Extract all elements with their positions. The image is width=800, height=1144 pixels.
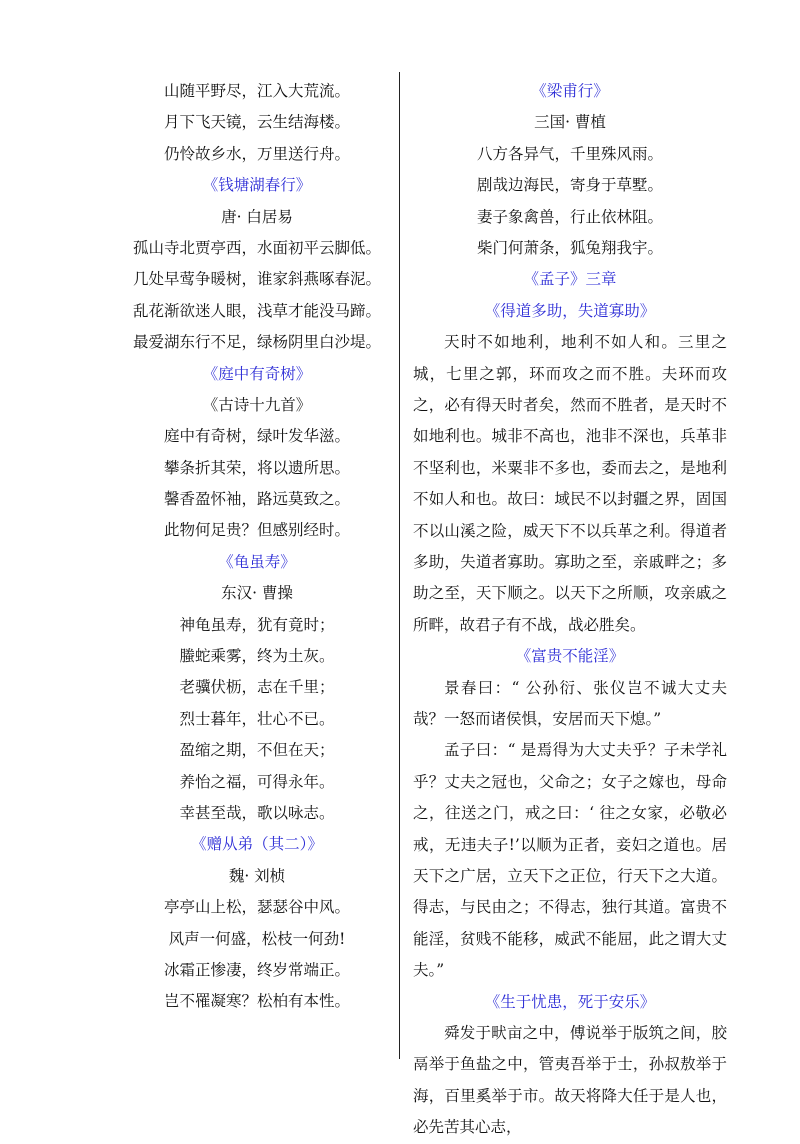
text-line: 此物何足贵？但感别经时。 [163, 521, 350, 540]
text-line: 烈士暮年，壮心不已。 [179, 709, 335, 728]
text-line: 老骥伏枥，志在千里； [179, 678, 335, 697]
text-line: 唐· 白居易 [221, 207, 293, 226]
text-line: 盈缩之期，不但在天； [179, 741, 335, 760]
text-line: 山随平野尽，江入大荒流。 [163, 82, 350, 100]
text-line: 养怡之福，可得永年。 [179, 772, 335, 791]
text-line: 孤山寺北贾亭西，水面初平云脚低。 [132, 238, 381, 257]
text-line: 《古诗十九首》 [202, 395, 312, 414]
section-title: 《庭中有奇树》 [202, 364, 312, 383]
text-line: 幸甚至哉，歌以咏志。 [179, 803, 335, 822]
section-title: 《钱塘湖春行》 [202, 176, 312, 195]
text-line: 剧哉边海民，寄身于草墅。 [476, 176, 663, 195]
text-line: 八方各异气，千里殊风雨。 [476, 144, 663, 163]
text-line: 乱花渐欲迷人眼，浅草才能没马蹄。 [132, 301, 381, 320]
text-line: 月下飞天镜，云生结海楼。 [163, 113, 350, 132]
paragraph: 天时不如地利，地利不如人和。三里之城，七里之郭，环而攻之而不胜。夫环而攻之，必有得天时者矣，然而不胜者，是天时不如地利也。城非不高也，池非不深也，兵革非不坚利也，米粟非不多也，委而去之，是地利不如人和也。故曰：域民不以封疆之界，固国不以山溪之险，威天下不以兵革之利。得道者多助，失道者寡助。寡助之至，亲戚畔之；多助之至，天下顺之。以天下之所顺，攻亲戚之所畔，故君子有不战，战必胜矣。 [413, 333, 727, 634]
text-line: 仍怜故乡水，万里送行舟。 [163, 144, 350, 163]
text-line: 妻子象禽兽，行止依林阻。 [476, 207, 663, 226]
column-divider [399, 72, 400, 1059]
text-line: 魏· 刘桢 [228, 866, 286, 885]
text-line: 螣蛇乘雾，终为土灰。 [179, 647, 335, 666]
section-title: 《孟子》三章 [523, 270, 617, 289]
text-line: 三国· 曹植 [534, 113, 606, 132]
text-line: 神龟虽寿，犹有竟时； [179, 615, 335, 634]
text-line: 冰霜正惨凄，终岁常端正。 [163, 960, 350, 979]
text-line: 最爱湖东行不足，绿杨阴里白沙堤。 [132, 333, 381, 352]
paragraph: 舜发于畎亩之中，傅说举于版筑之间，胶鬲举于鱼盐之中，管夷吾举于士，孙叔敖举于海，百里奚举于市。故天将降大任于是人也，必先苦其心志， [413, 1024, 727, 1137]
right-column [413, 76, 727, 1144]
left-column [112, 76, 402, 1018]
text-line: 庭中有奇树，绿叶发华滋。 [163, 427, 350, 446]
text-line: 岂不罹凝寒？松柏有本性。 [163, 992, 350, 1011]
text-line: 风声一何盛，松枝一何劲! [168, 929, 346, 948]
text-line: 攀条折其荣，将以遗所思。 [163, 458, 350, 477]
text-line: 馨香盈怀袖，路远莫致之。 [163, 490, 350, 509]
text-line: 东汉· 曹操 [221, 584, 293, 603]
text-line: 几处早莺争暖树，谁家斜燕啄春泥。 [132, 270, 381, 289]
section-title: 《富贵不能淫》 [515, 647, 625, 666]
text-line: 亭亭山上松，瑟瑟谷中风。 [163, 898, 350, 917]
section-title: 《得道多助，失道寡助》 [484, 301, 656, 320]
section-title: 《龟虽寿》 [218, 552, 296, 571]
paragraph: 孟子曰：“ 是焉得为大丈夫乎？子未学礼乎？丈夫之冠也，父命之；女子之嫁也，母命之，往送之门，戒之曰：‘ 往之女家，必敬必戒，无违夫子!’以顺为正者，妾妇之道也。居天下之广居，立天下之正位，行天下之大道。得志，与民由之；不得志，独行其道。富贵不能淫，贫贱不能移，威武不能屈，此之谓大丈夫。” [413, 741, 727, 980]
paragraph: 景春曰：“ 公孙衍、张仪岂不诚大丈夫哉？一怒而诸侯惧，安居而天下熄。” [413, 678, 727, 728]
section-title: 《生于忧患，死于安乐》 [484, 992, 656, 1011]
text-line: 柴门何萧条，狐兔翔我宇。 [476, 238, 663, 257]
section-title: 《梁甫行》 [531, 82, 609, 100]
section-title: 《赠从弟（其二）》 [191, 835, 323, 854]
